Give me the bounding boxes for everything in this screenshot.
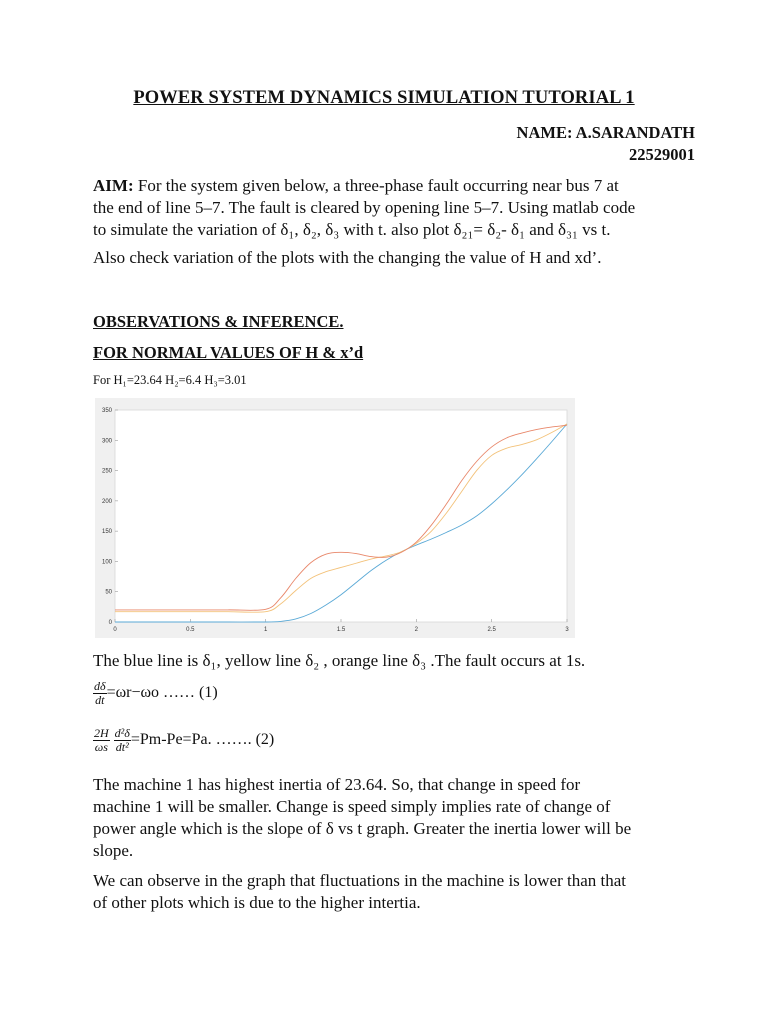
eq1-numerator: dδ	[94, 679, 106, 693]
y-tick-label: 350	[101, 408, 112, 414]
x-tick-label: 2	[414, 627, 419, 633]
author-id: 22529001	[629, 145, 695, 164]
eq1-rhs: =ωr−ωo …… (1)	[106, 684, 218, 702]
delta-vs-time-chart	[95, 398, 575, 638]
observation-paragraph	[93, 870, 683, 914]
aim-label: AIM:	[93, 176, 134, 195]
y-tick-label: 250	[101, 468, 112, 475]
inertia-line-1: The machine 1 has highest inertia of 23.64. So, that change in speed for	[93, 775, 581, 794]
aim-line-1: For the system given below, a three-phase fault occurring near bus 7 at	[133, 176, 619, 195]
x-tick-label: 3	[565, 627, 569, 633]
y-tick-label: 0	[108, 620, 112, 626]
inertia-line-4: slope.	[93, 841, 134, 860]
aim-line-4: Also check variation of the plots with the changing the value of H and xd’.	[93, 248, 602, 267]
observations-heading: OBSERVATIONS & INFERENCE.	[93, 312, 344, 331]
eq1-fraction	[93, 680, 107, 707]
eq2-fraction-2	[114, 727, 131, 754]
x-tick-label: 0.5	[186, 627, 195, 633]
y-tick-label: 200	[101, 498, 112, 505]
x-tick-label: 1	[263, 627, 268, 633]
eq2-denominator-1: ωs	[94, 740, 108, 754]
chart-caption: The blue line is δ₁, yellow line δ₂ , orange line δ₃ .The fault occurs at 1s.	[93, 651, 586, 670]
author-name: NAME: A.SARANDATH	[516, 123, 695, 142]
x-tick-label: 0	[113, 627, 117, 633]
aim-line-3: to simulate the variation of δ₁, δ₂, δ₃ with t. also plot δ₂₁= δ₂- δ₁ and δ₃₁ vs t.	[93, 220, 611, 239]
y-tick-label: 100	[101, 559, 112, 566]
author-block	[517, 122, 695, 166]
normal-values-heading: FOR NORMAL VALUES OF H & x’d	[93, 343, 364, 362]
x-tick-label: 1.5	[336, 627, 346, 633]
observation-line-1: We can observe in the graph that fluctuations in the machine is lower than that	[93, 871, 627, 890]
eq2-numerator-1: 2H	[94, 726, 109, 740]
eq2-numerator-2: d²δ	[114, 726, 130, 740]
y-tick-label: 50	[105, 589, 112, 596]
eq2-denominator-2: dt²	[115, 740, 129, 754]
eq2-rhs: =Pm-Pe=Pa. ……. (2)	[130, 731, 275, 749]
equation-1	[93, 680, 218, 707]
inertia-line-3: power angle which is the slope of δ vs t graph. Greater the inertia lower will be	[93, 819, 632, 838]
aim-paragraph	[93, 175, 683, 269]
inertia-line-2: machine 1 will be smaller. Change is speed simply implies rate of change of	[93, 797, 611, 816]
equation-2	[93, 727, 274, 754]
x-tick-label: 2.5	[487, 627, 496, 633]
h-values-text: For H₁=23.64 H₂=6.4 H₃=3.01	[93, 373, 247, 387]
aim-line-2: the end of line 5–7. The fault is cleared by opening line 5–7. Using matlab code	[93, 198, 636, 217]
observation-line-2: of other plots which is due to the higher intertia.	[93, 893, 421, 912]
inertia-paragraph	[93, 774, 683, 862]
eq1-denominator: dt	[95, 693, 105, 707]
y-tick-label: 300	[101, 438, 112, 445]
chart-svg	[95, 398, 575, 638]
eq2-fraction-1	[93, 727, 110, 754]
y-tick-label: 150	[101, 529, 112, 536]
page-title: POWER SYSTEM DYNAMICS SIMULATION TUTORIAL 1	[133, 88, 635, 108]
